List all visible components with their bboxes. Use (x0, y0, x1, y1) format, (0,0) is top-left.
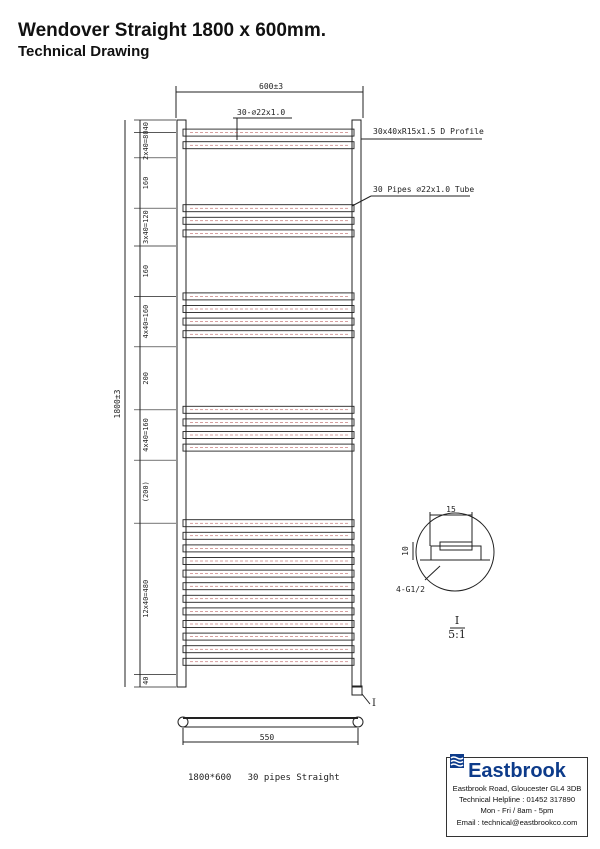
pipe-21 (183, 608, 354, 615)
brand-email: Email : technical@eastbrookco.com (456, 817, 578, 827)
pipe-15 (183, 532, 354, 539)
pipe-16 (183, 545, 354, 552)
detail-side-dim-label: 10 (401, 546, 410, 556)
pipe-10 (183, 406, 354, 413)
left-dimension-label-10: 12x40=480 (142, 579, 150, 618)
pipe-12 (183, 432, 354, 439)
pipe-18 (183, 570, 354, 577)
pipe-9 (183, 331, 354, 338)
pipe-22 (183, 621, 354, 628)
left-dimension-labels (142, 122, 150, 685)
pipe-6 (183, 293, 354, 300)
bottom-width-label: 550 (259, 733, 275, 742)
brand-hours: Mon - Fri / 8am - 5pm (480, 806, 554, 816)
pipe-24 (183, 646, 354, 653)
pipe-13 (183, 444, 354, 451)
pipe-3 (183, 205, 354, 212)
detail-circle (416, 513, 494, 591)
footer-note: 1800*600 30 pipes Straight (188, 773, 340, 783)
brand-address: Eastbrook Road, Gloucester GL4 3DB (452, 784, 582, 793)
brand-name: Eastbrook (468, 760, 566, 782)
pipe-14 (183, 520, 354, 527)
pipe-5 (183, 230, 354, 237)
pipe-25 (183, 658, 354, 665)
detail-fitting-body (431, 546, 481, 560)
left-dimension-label-9: (200) (142, 481, 150, 503)
drawing-title: Wendover Straight 1800 x 600mm. (18, 20, 326, 41)
left-dimension-label-6: 4x40=160 (142, 304, 150, 339)
left-dimension-label-11: 40 (142, 676, 150, 685)
valve-detail-ref: I (372, 698, 376, 709)
pipe-2 (183, 142, 354, 149)
pipe-11 (183, 419, 354, 426)
pipe-17 (183, 558, 354, 565)
brand-helpline: Technical Helpline : 01452 317890 (458, 795, 576, 805)
detail-scale-ref: I (454, 614, 460, 627)
left-dimension-label-3: 160 (142, 176, 150, 190)
pipe-8 (183, 318, 354, 325)
detail-scale-label: 5:1 (448, 628, 466, 641)
left-dimension-label-4: 3x40=120 (142, 210, 150, 244)
pipe-20 (183, 595, 354, 602)
pipe-19 (183, 583, 354, 590)
pipe-7 (183, 306, 354, 313)
left-dimension-label-7: 200 (142, 371, 150, 385)
waves-icon (450, 754, 464, 768)
left-dimension-label-2: 2x40=80 (142, 130, 150, 160)
detail-top-dim-label: 15 (446, 505, 456, 514)
drawing-subtitle: Technical Drawing (18, 43, 150, 60)
valve-leader (362, 694, 370, 704)
profile-label: 30x40xR15x1.5 D Profile (373, 127, 484, 136)
left-dimension-label-8: 4x40=160 (142, 418, 150, 452)
pipe-bars (183, 129, 354, 665)
detail-thread-label: 4-G1/2 (396, 585, 425, 594)
left-dimension-label-5: 160 (142, 264, 150, 278)
left-dimension-label-1: 40 (142, 122, 150, 131)
top-width-label: 600±3 (259, 82, 284, 91)
overall-height-label: 1800±3 (113, 389, 122, 419)
pipe-23 (183, 633, 354, 640)
pipes-label: 30 Pipes ⌀22x1.0 Tube (373, 185, 475, 194)
pipe-spacing-label: 30-⌀22x1.0 (237, 108, 286, 117)
detail-thread-leader (425, 566, 440, 580)
pipe-4 (183, 217, 354, 224)
brand-box (446, 757, 588, 837)
pipe-1 (183, 129, 354, 136)
